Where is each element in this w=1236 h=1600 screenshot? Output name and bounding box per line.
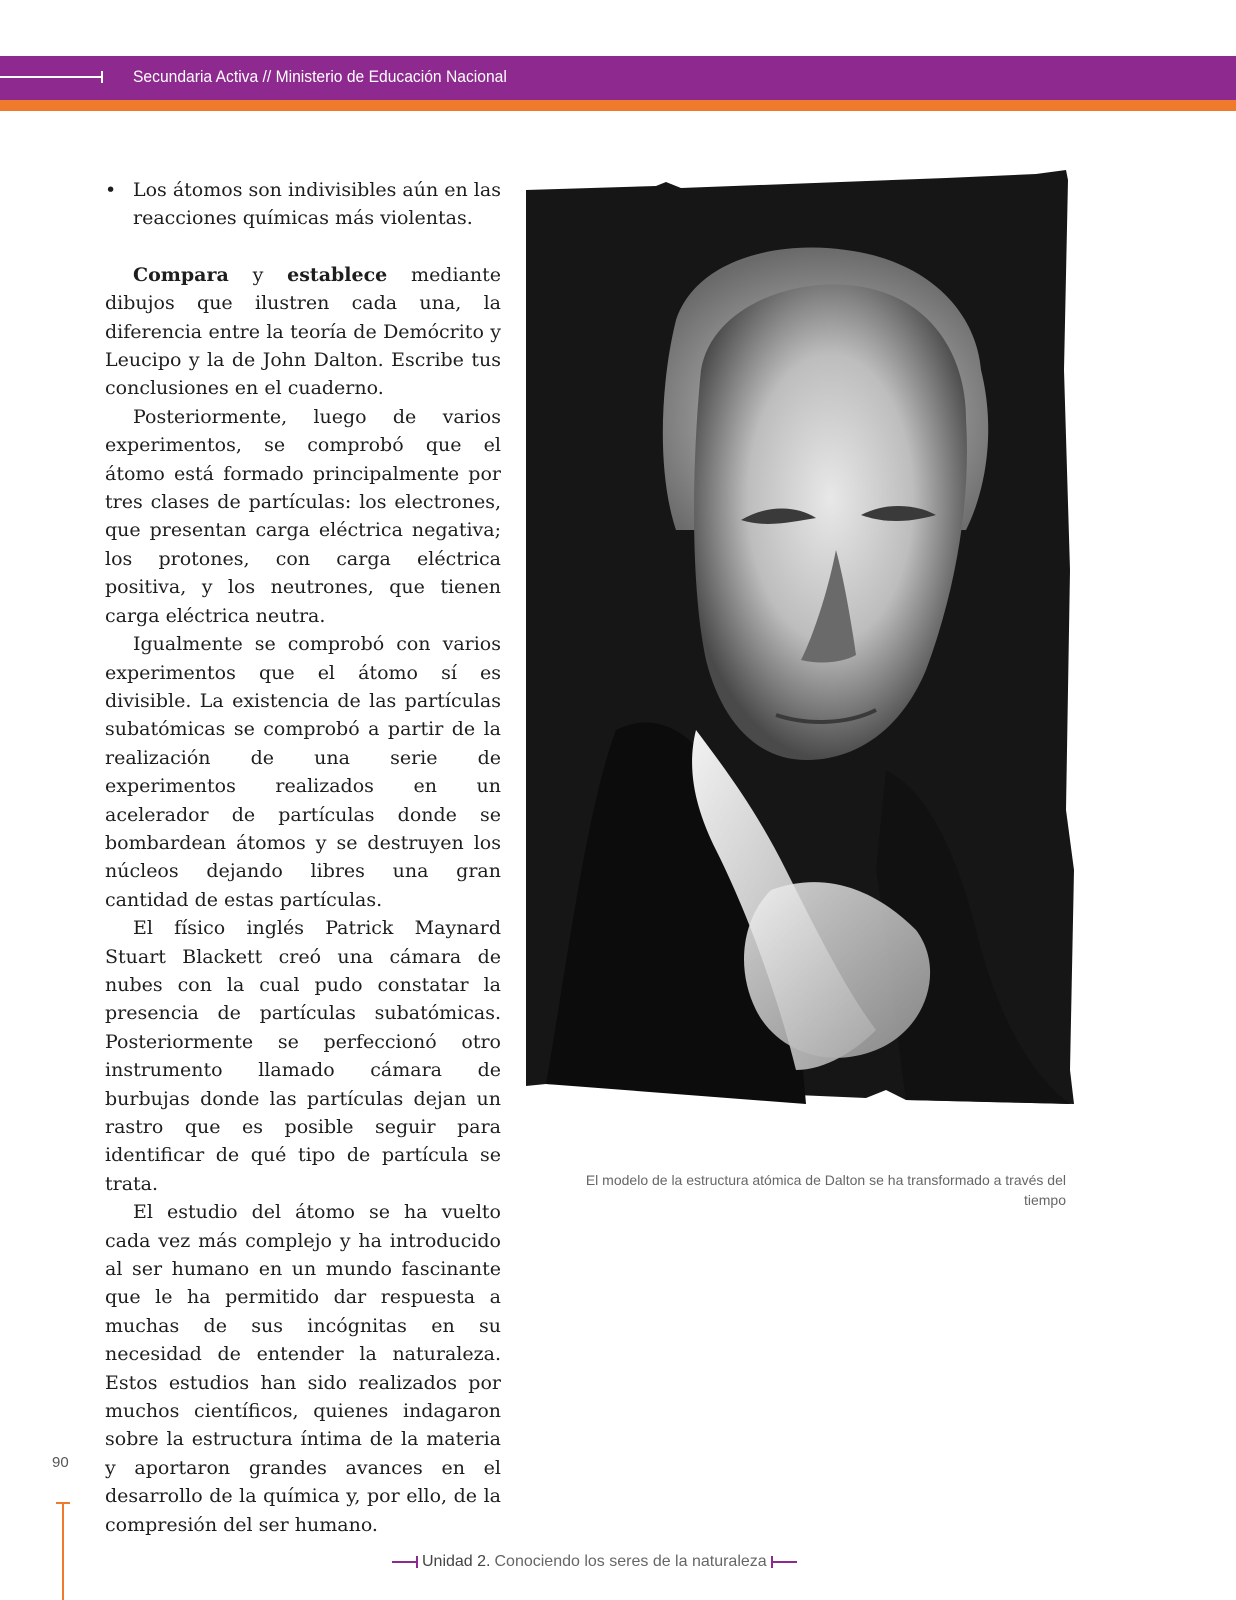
page-number: 90: [52, 1454, 69, 1471]
figure-caption: El modelo de la estructura atómica de Dalton se ha transformado a través del tiempo: [585, 1172, 1066, 1208]
instruction-connector: y: [228, 263, 288, 286]
dalton-portrait-photo: [526, 170, 1100, 1104]
paragraph-blackett: El físico inglés Patrick Maynard Stuart Blackett creó una cámara de nubes con la cual pudo constatar la presencia de partículas subatómicas. Posteriormente se perfeccionó otro instrumento llamado cámara de burbujas donde las partículas dejan un rastro que es posible seguir para identificar de qué tipo de partícula se trata.: [105, 917, 501, 1195]
footer: [392, 1553, 797, 1571]
header-rule-tick: [101, 71, 103, 83]
paragraph-divisible: Igualmente se comprobó con varios experimentos que el átomo sí es divisible. La existencia de las partículas subatómicas se comprobó a partir de la realización de una serie de experimentos realizados en un acelerador de partículas donde se bombardean átomos y se destruyen los núcleos dejando libres una gran cantidad de estas partículas.: [105, 633, 501, 911]
instruction-paragraph: [105, 261, 501, 403]
margin-rule-tick: [56, 1502, 70, 1504]
footer-unit-label: Unidad 2.: [422, 1553, 491, 1570]
footer-rule-left: [392, 1561, 418, 1563]
bullet-item: [105, 176, 501, 233]
instruction-rest: mediante dibujos que ilustren cada una, la diferencia entre la teoría de Demócrito y Leucipo y la de John Dalton. Escribe tus conclusiones en el cuaderno.: [105, 263, 501, 400]
paragraph-particles: Posteriormente, luego de varios experimentos, se comprobó que el átomo está formado principalmente por tres clases de partículas: los electrones, que presentan carga eléctrica negativa; los protones, con carga eléctrica positiva, y los neutrones, que tienen carga eléctrica neutra.: [105, 405, 501, 627]
body-text: [105, 176, 501, 1539]
bullet-text: Los átomos son indivisibles aún en las reacciones químicas más violentas.: [133, 179, 501, 230]
instruction-verb-establece: establece: [287, 263, 388, 286]
bullet-dot: •: [105, 179, 117, 201]
margin-rule: [62, 1502, 64, 1600]
header-title: Secundaria Activa // Ministerio de Educación Nacional: [133, 67, 507, 86]
header-rule: [0, 76, 103, 78]
instruction-verb-compara: Compara: [133, 263, 229, 286]
paragraph-study: El estudio del átomo se ha vuelto cada vez más complejo y ha introducido al ser humano en un mundo fascinante que le ha permitido dar respuesta a muchas de sus incógnitas en su necesidad de entender la naturaleza. Estos estudios han sido realizados por muchos científicos, quienes indagaron sobre la estructura íntima de la materia y aportaron grandes avances en el desarrollo de la química y, por ello, de la compresión del ser humano.: [105, 1201, 501, 1536]
footer-rule-right: [771, 1561, 797, 1563]
footer-unit-title: Conociendo los seres de la naturaleza: [494, 1553, 767, 1570]
header-accent-stripe: [0, 100, 1236, 111]
